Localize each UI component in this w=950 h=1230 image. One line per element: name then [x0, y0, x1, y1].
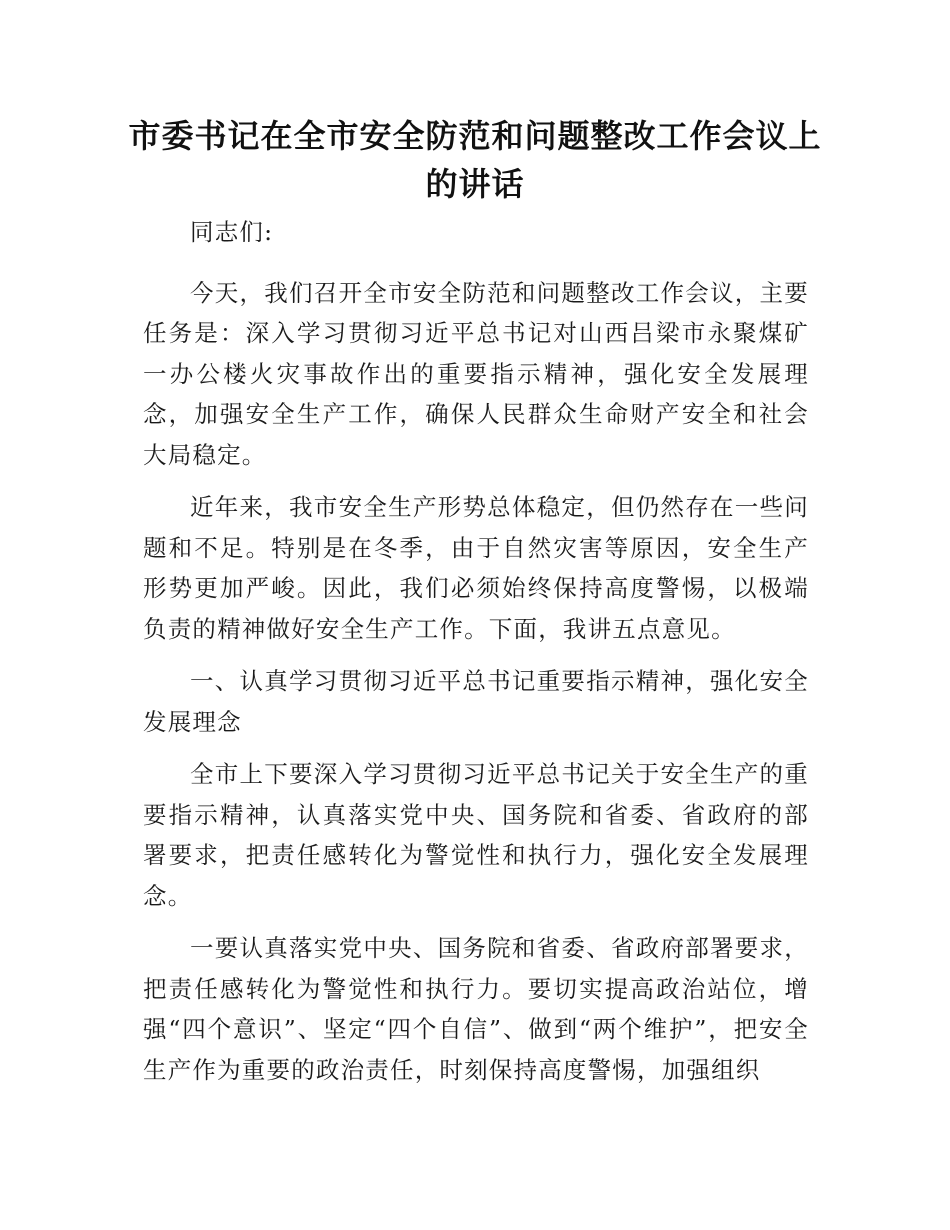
paragraph-point-1: 一要认真落实党中央、国务院和省委、省政府部署要求，把责任感转化为警觉性和执行力。要切实提高政治站位，增强“四个意识”、坚定“四个自信”、做到“两个维护”，把安全生产作为重要的政治责任，时刻保持高度警惕，加强组织: [143, 934, 809, 1084]
paragraph-opening: 今天，我们召开全市安全防范和问题整改工作会议，主要任务是：深入学习贯彻习近平总书记对山西吕梁市永聚煤矿一办公楼火灾事故作出的重要指示精神，强化安全发展理念，加强安全生产工作，确保人民群众生命财产安全和社会大局稳定。: [143, 278, 809, 469]
salutation: 同志们:: [190, 218, 274, 246]
document-body: [143, 212, 809, 1102]
paragraph-section-1: 全市上下要深入学习贯彻习近平总书记关于安全生产的重要指示精神，认真落实党中央、国务院和省委、省政府的部署要求，把责任感转化为警觉性和执行力，强化安全发展理念。: [143, 760, 809, 910]
section-heading-1: 一、认真学习贯彻习近平总书记重要指示精神，强化安全发展理念: [143, 667, 809, 736]
paragraph-situation: 近年来，我市安全生产形势总体稳定，但仍然存在一些问题和不足。特别是在冬季，由于自然灾害等原因，安全生产形势更加严峻。因此，我们必须始终保持高度警惕，以极端负责的精神做好安全生产工作。下面，我讲五点意见。: [143, 493, 809, 643]
document-title: 市委书记在全市安全防范和问题整改工作会议上的讲话: [128, 117, 822, 203]
